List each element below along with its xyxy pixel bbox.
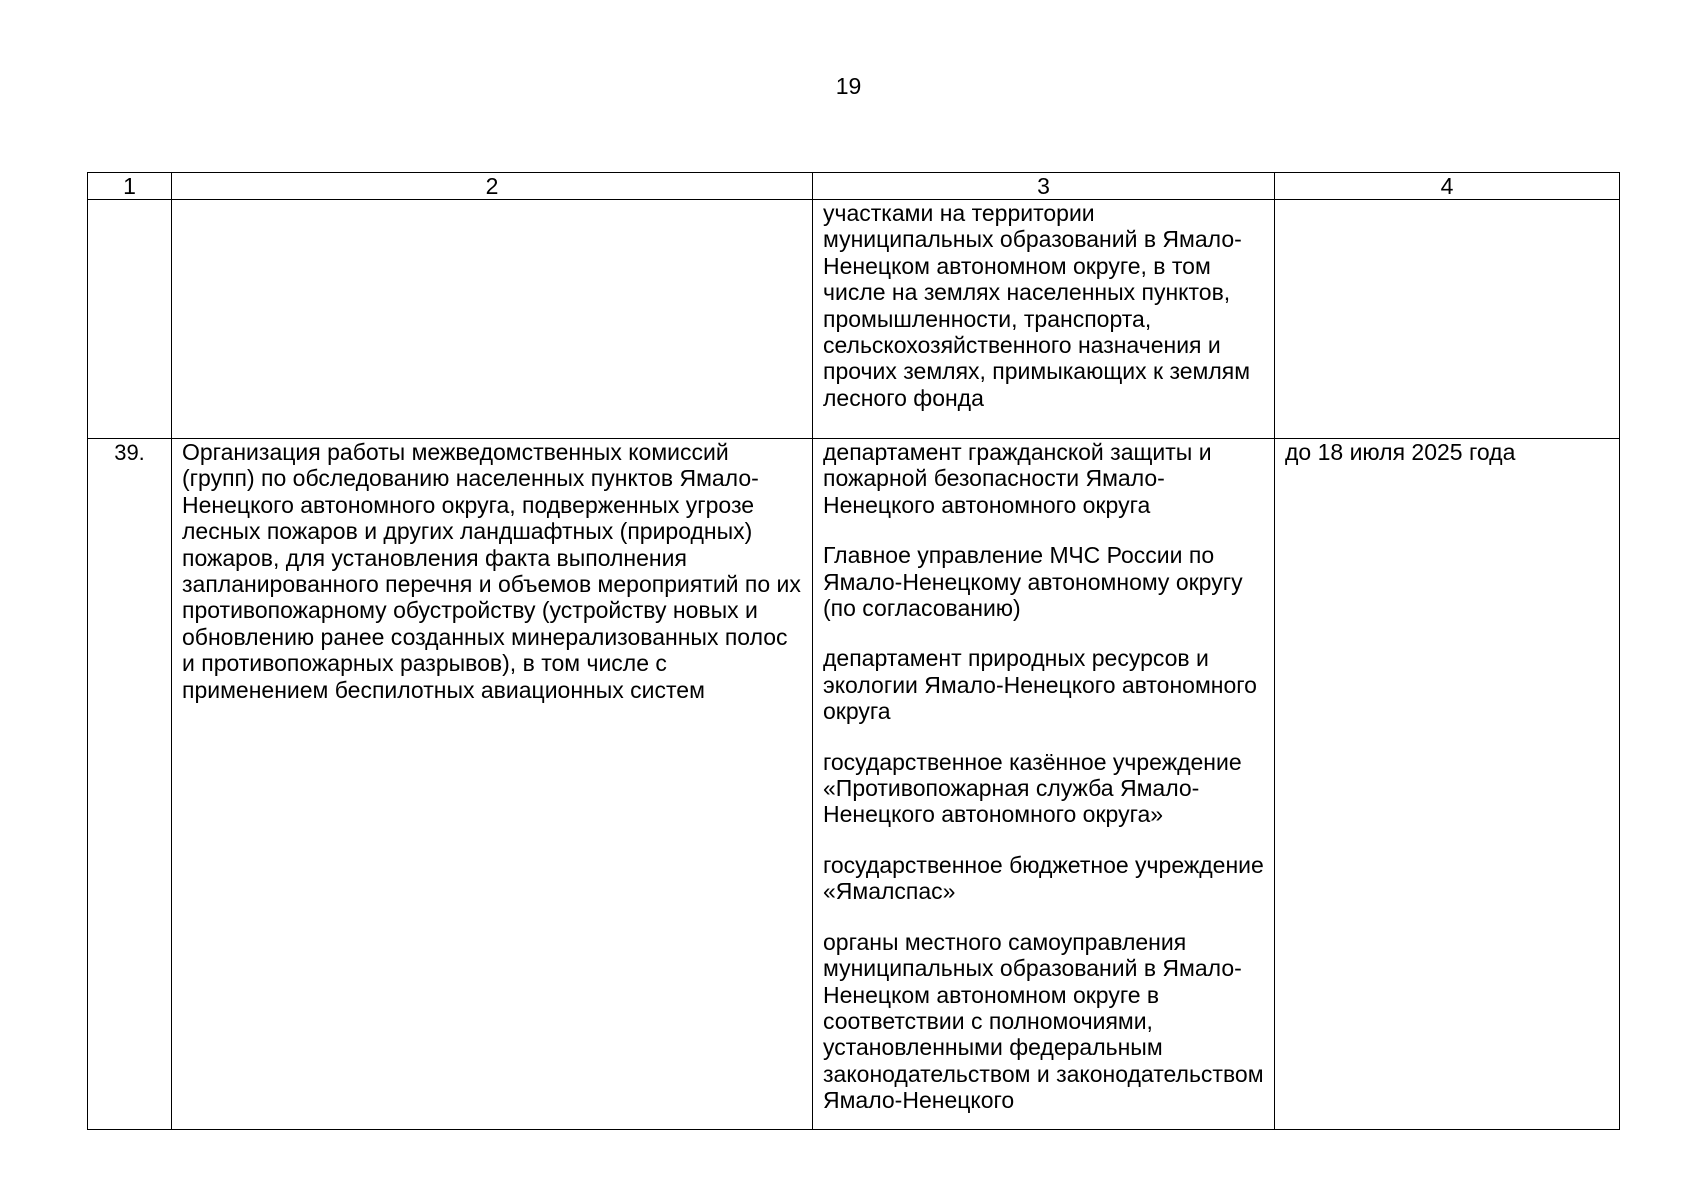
header-cell-4: 4 <box>1275 173 1620 200</box>
continued-deadline-cell <box>1275 200 1620 439</box>
responsible-item: органы местного самоуправления муниципальных образований в Ямало-Ненецком автономном округе в соответствии с полномочиями, установленными федеральным законодательством и законодательством Ямало-Ненецкого <box>823 928 1264 1114</box>
table-row-39 <box>88 439 1620 1130</box>
responsible-item: департамент природных ресурсов и экологии Ямало-Ненецкого автономного округа <box>823 645 1257 725</box>
page-number: 19 <box>835 73 862 99</box>
activity-text: Организация работы межведомственных комиссий (групп) по обследованию населенных пунктов Ямало-Ненецкого автономного округа, подверженных угрозе лесных пожаров и других ландшафтных (природных) пожаров, для установления факта выполнения запланированного перечня и объемов мероприятий по их противопожарному обустройству (устройству новых и обновлению ранее созданных минерализованных полос и противопожарных разрывов), в том числе с применением беспилотных авиационных систем <box>182 439 801 703</box>
responsible-item: департамент гражданской защиты и пожарной безопасности Ямало-Ненецкого автономного округа <box>823 439 1212 518</box>
table-header-row <box>88 173 1620 200</box>
header-cell-1: 1 <box>88 173 172 200</box>
continued-activity-cell <box>172 200 813 439</box>
continued-responsible-cell <box>813 200 1275 439</box>
deadline-cell <box>1275 439 1620 1130</box>
responsible-item: Главное управление МЧС России по Ямало-Ненецкому автономному округу (по согласованию) <box>823 542 1243 622</box>
measures-table <box>87 172 1620 1130</box>
responsible-item: государственное бюджетное учреждение «Ямалспас» <box>823 851 1264 905</box>
responsible-item: государственное казённое учреждение «Противопожарная служба Ямало-Ненецкого автономного округа» <box>823 748 1242 828</box>
table-row-continued <box>88 200 1620 439</box>
header-cell-2: 2 <box>172 173 813 200</box>
header-cell-3: 3 <box>813 173 1275 200</box>
responsible-cell <box>813 439 1275 1130</box>
row-number-cell <box>88 439 172 1130</box>
deadline-text: до 18 июля 2025 года <box>1285 439 1516 465</box>
row-number: 39. <box>114 440 145 465</box>
continued-number-cell <box>88 200 172 439</box>
continued-responsible-text: участками на территории муниципальных образований в Ямало-Ненецком автономном округе, в том числе на землях населенных пунктов, промышленности, транспорта, сельскохозяйственного назначения и прочих землях, примыкающих к землям лесного фонда <box>823 200 1251 411</box>
activity-cell <box>172 439 813 1130</box>
